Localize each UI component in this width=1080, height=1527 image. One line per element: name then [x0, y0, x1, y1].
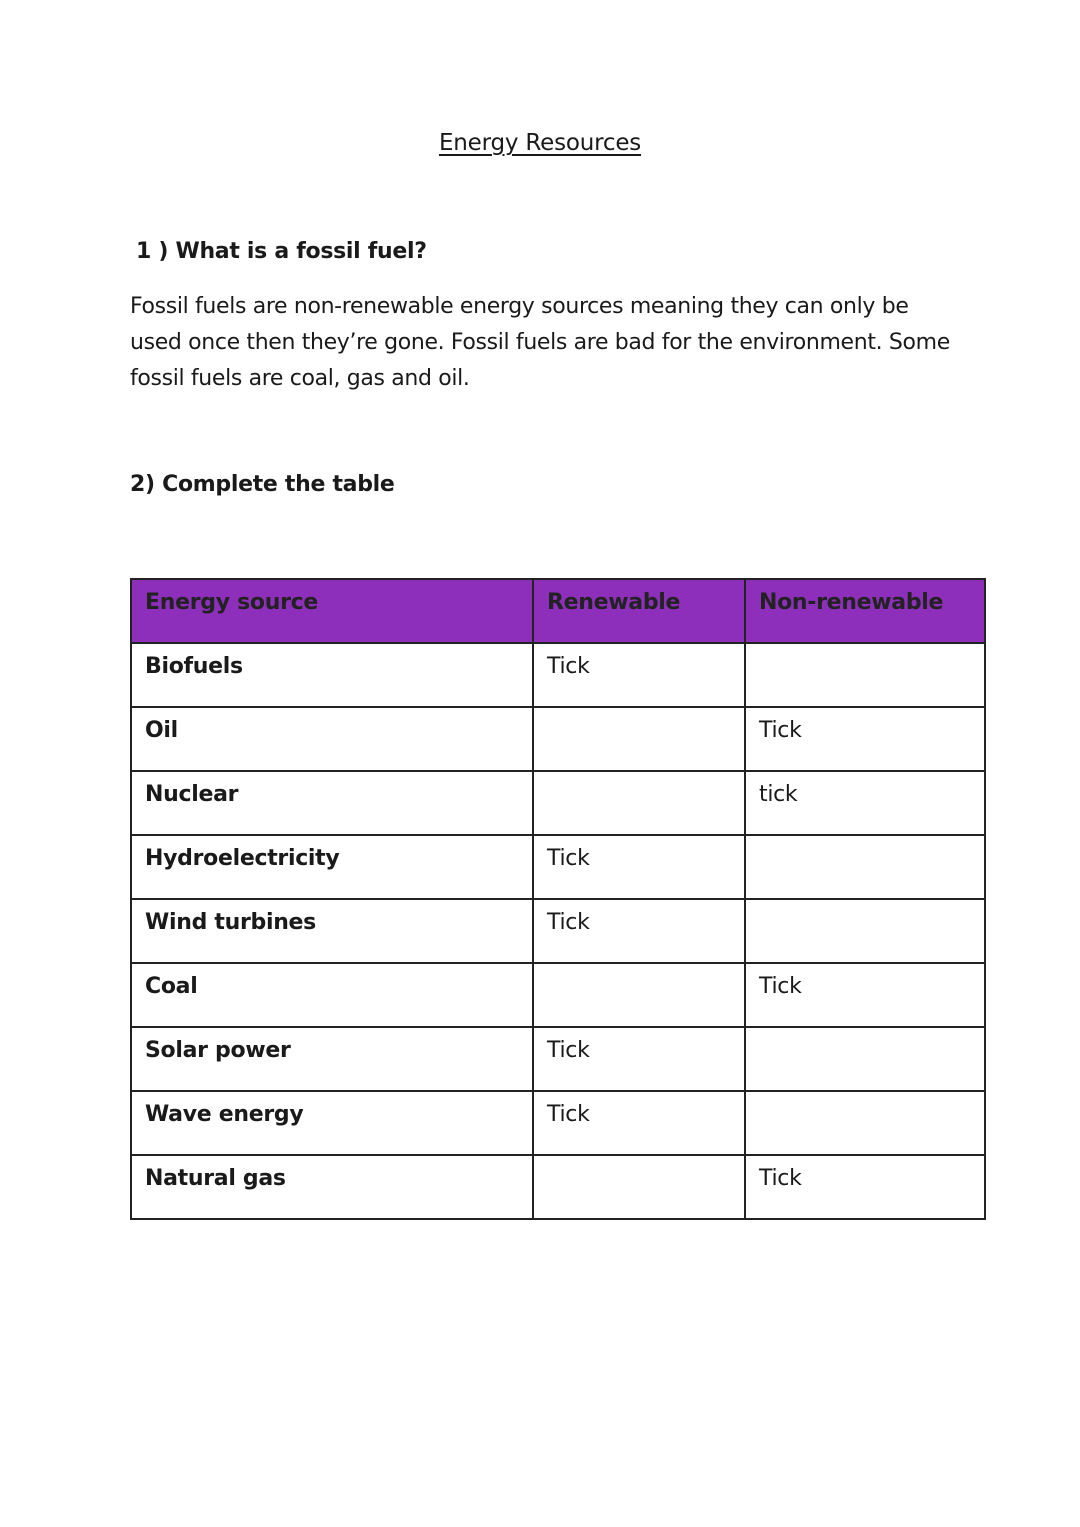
table-row: [131, 707, 985, 771]
table-row: [131, 1155, 985, 1219]
table-row: [131, 1091, 985, 1155]
non-renewable-cell: Tick: [745, 963, 985, 1027]
header-energy-source: Energy source: [131, 579, 533, 643]
energy-source-cell: Coal: [131, 963, 533, 1027]
energy-source-cell: Biofuels: [131, 643, 533, 707]
non-renewable-cell: [745, 1027, 985, 1091]
non-renewable-cell: tick: [745, 771, 985, 835]
renewable-cell: [533, 771, 745, 835]
renewable-cell: Tick: [533, 1027, 745, 1091]
energy-source-cell: Nuclear: [131, 771, 533, 835]
non-renewable-cell: Tick: [745, 707, 985, 771]
energy-table: [130, 578, 986, 1220]
energy-source-cell: Wind turbines: [131, 899, 533, 963]
question-2-heading: 2) Complete the table: [130, 472, 395, 497]
energy-source-cell: Solar power: [131, 1027, 533, 1091]
renewable-cell: Tick: [533, 643, 745, 707]
renewable-cell: [533, 1155, 745, 1219]
renewable-cell: [533, 707, 745, 771]
renewable-cell: Tick: [533, 899, 745, 963]
renewable-cell: Tick: [533, 835, 745, 899]
renewable-cell: Tick: [533, 1091, 745, 1155]
table-row: [131, 835, 985, 899]
energy-source-cell: Hydroelectricity: [131, 835, 533, 899]
question-1-heading: 1 ) What is a fossil fuel?: [136, 239, 427, 264]
non-renewable-cell: [745, 1091, 985, 1155]
non-renewable-cell: [745, 835, 985, 899]
non-renewable-cell: Tick: [745, 1155, 985, 1219]
renewable-cell: [533, 963, 745, 1027]
page-title: Energy Resources: [438, 130, 642, 156]
question-1-answer: Fossil fuels are non-renewable energy sources meaning they can only be used once then they’re gone. Fossil fuels are bad for the environment. Some fossil fuels are coal, gas and oil.: [130, 294, 950, 391]
non-renewable-cell: [745, 643, 985, 707]
table-header-row: [131, 579, 985, 643]
table-row: [131, 963, 985, 1027]
table-row: [131, 771, 985, 835]
energy-source-cell: Natural gas: [131, 1155, 533, 1219]
table-row: [131, 643, 985, 707]
energy-source-cell: Oil: [131, 707, 533, 771]
table-row: [131, 899, 985, 963]
header-renewable: Renewable: [533, 579, 745, 643]
non-renewable-cell: [745, 899, 985, 963]
table-row: [131, 1027, 985, 1091]
header-non-renewable: Non-renewable: [745, 579, 985, 643]
energy-source-cell: Wave energy: [131, 1091, 533, 1155]
